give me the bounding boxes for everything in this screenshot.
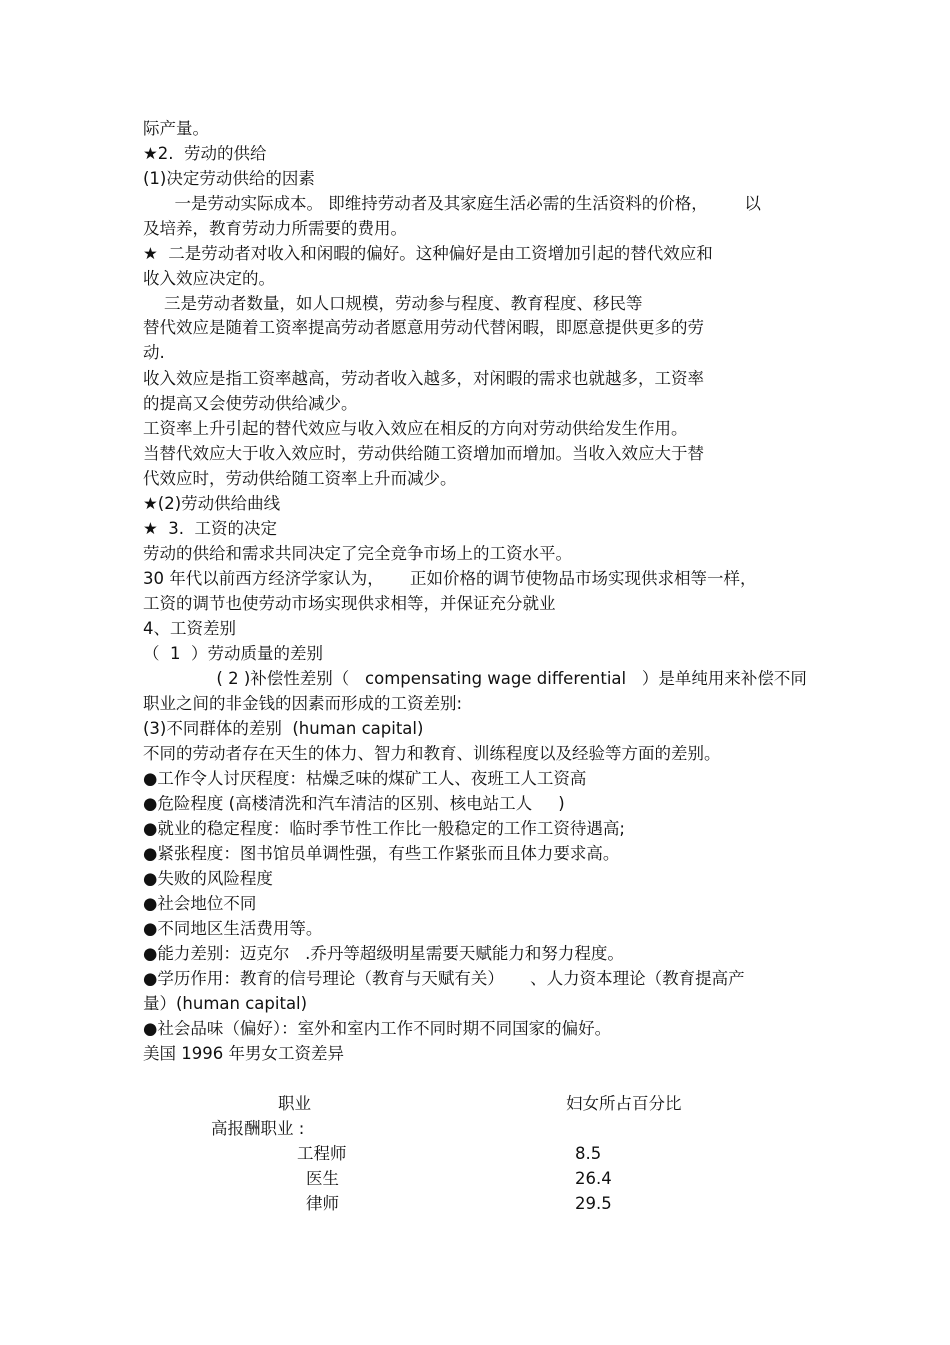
text-line: 际产量。 xyxy=(143,119,209,138)
subsection-heading: (1)决定劳动供给的因素 xyxy=(143,169,315,188)
table-cell-job: 医生 xyxy=(306,1169,339,1188)
bullet-item: ●学历作用：教育的信号理论（教育与天赋有关） 、人力资本理论（教育提高产 xyxy=(143,969,745,988)
text-line: 当替代效应大于收入效应时，劳动供给随工资增加而增加。当收入效应大于替 xyxy=(143,444,704,463)
bullet-item: ●就业的稳定程度：临时季节性工作比一般稳定的工作工资待遇高; xyxy=(143,819,625,838)
subsection-heading: (3)不同群体的差别 (human capital) xyxy=(143,719,424,738)
subsection-heading: ★(2)劳动供给曲线 xyxy=(143,494,281,513)
bullet-item: ●紧张程度：图书馆员单调性强，有些工作紧张而且体力要求高。 xyxy=(143,844,620,863)
table-cell-job: 律师 xyxy=(306,1194,339,1213)
bullet-item: ●能力差别：迈克尔 .乔丹等超级明星需要天赋能力和努力程度。 xyxy=(143,944,624,963)
table-group-label: 高报酬职业 : xyxy=(211,1119,305,1138)
bullet-item: ●失败的风险程度 xyxy=(143,869,273,888)
subsection-heading: （ 1 ）劳动质量的差别 xyxy=(143,644,323,663)
table-header-percent: 妇女所占百分比 xyxy=(566,1094,682,1113)
text-line: 职业之间的非金钱的因素而形成的工资差别: xyxy=(143,694,463,713)
table-cell-job: 工程师 xyxy=(297,1144,347,1163)
text-line: 量）(human capital) xyxy=(143,994,308,1013)
text-line: 一是劳动实际成本。 即维持劳动者及其家庭生活必需的生活资料的价格， 以 xyxy=(143,194,761,213)
text-line: 替代效应是随着工资率提高劳动者愿意用劳动代替闲暇，即愿意提供更多的劳 xyxy=(143,318,704,337)
bullet-item: ●不同地区生活费用等。 xyxy=(143,919,323,938)
text-line: 代效应时，劳动供给随工资率上升而减少。 xyxy=(143,469,457,488)
text-line: 工资的调节也使劳动市场实现供求相等，并保证充分就业 xyxy=(143,594,556,613)
text-line: 30 年代以前西方经济学家认为， 正如价格的调节使物品市场实现供求相等一样， xyxy=(143,569,757,588)
text-line: 不同的劳动者存在天生的体力、智力和教育、训练程度以及经验等方面的差别。 xyxy=(143,744,721,763)
bullet-item: ●社会地位不同 xyxy=(143,894,257,913)
bullet-item: ●工作令人讨厌程度：枯燥乏味的煤矿工人、夜班工人工资高 xyxy=(143,769,587,788)
table-header-job: 职业 xyxy=(278,1094,311,1113)
section-heading: ★2. 劳动的供给 xyxy=(143,144,267,163)
text-line: 及培养，教育劳动力所需要的费用。 xyxy=(143,219,407,238)
text-line: ( 2 )补偿性差别（ compensating wage differential ）是单纯用来补偿不同 xyxy=(143,669,807,688)
table-cell-percent: 29.5 xyxy=(575,1194,612,1213)
text-line: ★ 二是劳动者对收入和闲暇的偏好。这种偏好是由工资增加引起的替代效应和 xyxy=(143,244,713,263)
bullet-item: ●社会品味（偏好）：室外和室内工作不同时期不同国家的偏好。 xyxy=(143,1019,612,1038)
text-line: 动. xyxy=(143,343,165,362)
table-cell-percent: 8.5 xyxy=(575,1144,602,1163)
text-line: 劳动的供给和需求共同决定了完全竞争市场上的工资水平。 xyxy=(143,544,572,563)
text-line: 工资率上升引起的替代效应与收入效应在相反的方向对劳动供给发生作用。 xyxy=(143,419,688,438)
text-line: 的提高又会使劳动供给减少。 xyxy=(143,394,358,413)
section-heading: ★ 3. 工资的决定 xyxy=(143,519,278,538)
text-line: 收入效应决定的。 xyxy=(143,269,275,288)
text-line: 收入效应是指工资率越高，劳动者收入越多，对闲暇的需求也就越多，工资率 xyxy=(143,369,704,388)
section-heading: 4、工资差别 xyxy=(143,619,236,638)
table-caption: 美国 1996 年男女工资差异 xyxy=(143,1044,344,1063)
table-cell-percent: 26.4 xyxy=(575,1169,612,1188)
text-line: 三是劳动者数量，如人口规模，劳动参与程度、教育程度、移民等 xyxy=(143,294,643,313)
bullet-item: ●危险程度 (高楼清洗和汽车清洁的区别、核电站工人 ) xyxy=(143,794,565,813)
